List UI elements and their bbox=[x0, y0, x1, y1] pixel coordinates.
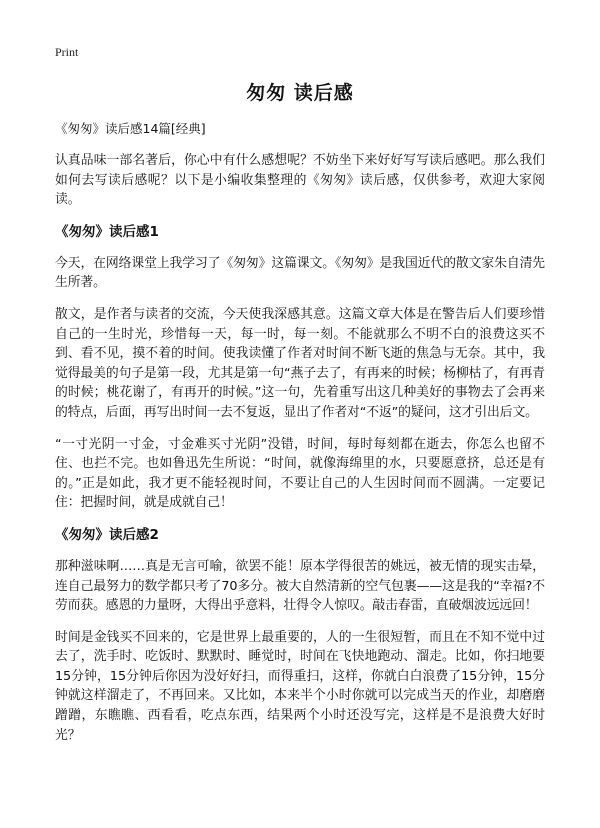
page-title: 匆匆 读后感 bbox=[246, 82, 354, 104]
section-paragraph: 散文，是作者与读者的交流，今天使我深感其意。这篇文章大体是在警告后人们要珍惜自己的一生时光，珍惜每一天，每一时，每一刻。不能就那么不明不白的浪费这买不到、看不见，摸不着的时间。使我读懂了作者对时间不断飞逝的焦急与无奈。其中，我觉得最美的句子是第一段，尤其是第一句“燕子去了，有再来的时候；杨柳枯了，有再青的时候；桃花谢了，有再开的时候。”这一句，先着重写出这几种美好的事物去了会再来的特点，后面，再写出时间一去不复返，显出了作者对“不返”的疑问，这才引出后文。 bbox=[55, 306, 545, 420]
section-paragraph: 今天，在网络课堂上我学习了《匆匆》这篇课文。《匆匆》是我国近代的散文家朱自清先生所著。 bbox=[55, 255, 545, 291]
section-2 bbox=[55, 525, 545, 745]
section-paragraph: 那种滋味啊……真是无言可喻，欲罢不能！原本学得很苦的姚远，被无情的现实击晕，连自己最努力的数学都只考了70多分。被大自然清新的空气包裹——这是我的“幸福?不劳而获。感恩的力量呀，大得出乎意料，壮得令人惊叹。敲击春雷，直破烟波远远回！ bbox=[55, 558, 545, 614]
section-heading: 《匆匆》读后感2 bbox=[55, 526, 159, 543]
article-body bbox=[55, 120, 545, 757]
article-subtitle: 《匆匆》读后感14篇[经典] bbox=[55, 121, 206, 136]
section-1 bbox=[55, 222, 545, 513]
section-heading: 《匆匆》读后感1 bbox=[55, 223, 159, 240]
section-paragraph: 时间是金钱买不回来的，它是世界上最重要的，人的一生很短暂，而且在不知不觉中过去了，洗手时、吃饭时、默默时、睡觉时，时间在飞快地跑动、溜走。比如，你扫地要15分钟，15分钟后你因为没好好扫，而得重扫，这样，你就白白浪费了15分钟，15分钟就这样溜走了，不再回来。又比如，本来半个小时你就可以完成当天的作业，却磨磨蹭蹭，东瞧瞧、西看看，吃点东西，结果两个小时还没写完，这样是不是浪费大好时光？ bbox=[55, 629, 545, 743]
print-link[interactable]: Print bbox=[55, 45, 79, 59]
intro-paragraph: 认真品味一部名著后，你心中有什么感想呢？不妨坐下来好好写写读后感吧。那么我们如何去写读后感呢？以下是小编收集整理的《匆匆》读后感，仅供参考，欢迎大家阅读。 bbox=[55, 153, 545, 208]
section-paragraph: “一寸光阴一寸金，寸金难买寸光阴”没错，时间，每时每刻都在逝去，你怎么也留不住、也拦不完。也如鲁迅先生所说：“时间，就像海绵里的水，只要愿意挤，总还是有的。”正是如此，我才更不能轻视时间，不要让自己的人生因时间而不圆满。一定要记住：把握时间，就是成就自己！ bbox=[55, 436, 545, 511]
